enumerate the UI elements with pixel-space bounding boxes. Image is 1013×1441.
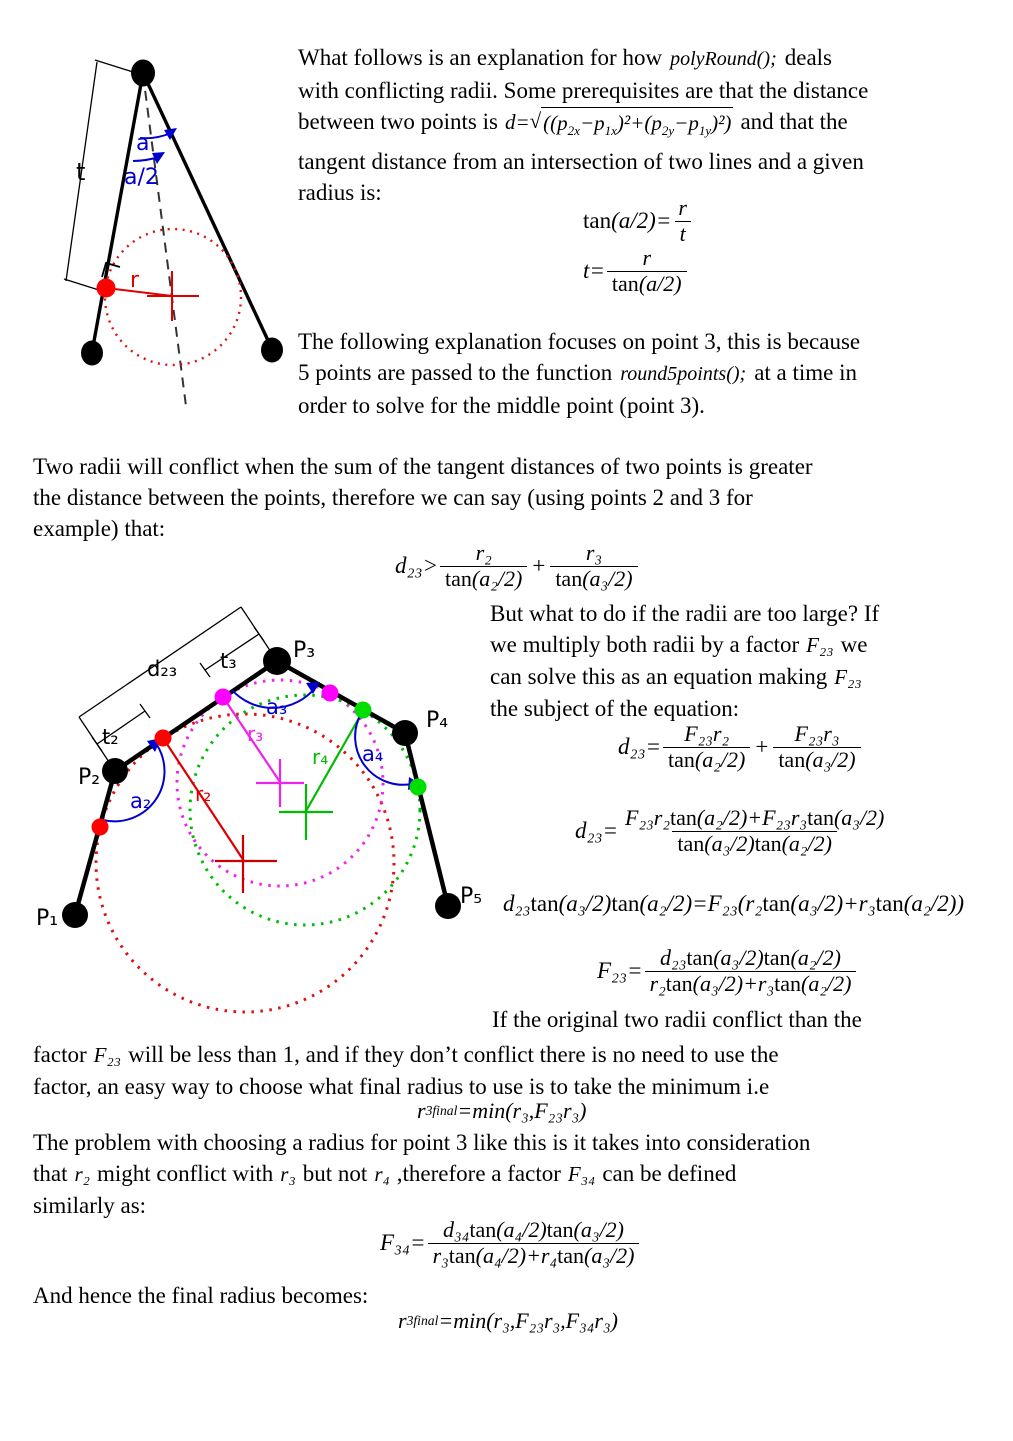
problem-paragraph xyxy=(33,1127,810,1221)
distance-formula-inline: d= √ $((p_{2x}-p_{1x})^2+(p_{2y}-p_{1y})^2)$ xyxy=(505,110,733,134)
minimum-paragraph xyxy=(33,1039,779,1102)
end-point-right xyxy=(261,338,283,363)
equation-r3final-min: r 3final =min(r₃,F₂₃r₃) xyxy=(417,1098,587,1123)
paragraph-line: Two radii will conflict when the sum of the tangent distances of two points is greater xyxy=(33,454,813,479)
r2-inline-math: r₂ xyxy=(74,1162,90,1186)
equation-r3final-full: r 3final =min(r₃,F₂₃r₃,F₃₄r₃) xyxy=(398,1308,618,1333)
p3-label: P₃ xyxy=(293,638,316,663)
polyround-inline-math: polyRound(); xyxy=(670,48,777,70)
vertex-point xyxy=(131,60,155,87)
f23-inline-math: F₂₃ xyxy=(806,633,834,657)
a2-label: a₂ xyxy=(130,789,152,813)
t-label: t xyxy=(76,158,86,186)
p4-label: P₄ xyxy=(426,708,449,733)
paragraph-line: can solve this as an equation making F₂₃ xyxy=(490,664,862,689)
p1-label: P₁ xyxy=(36,906,59,931)
polyline-path xyxy=(75,661,448,915)
orphan-line: If the original two radii conflict than the xyxy=(492,1007,862,1032)
fraction: $\frac{\text{F₂₃r₂}}{\text{tan(a₂/2)}}$ xyxy=(663,722,750,772)
radius-cross xyxy=(106,271,199,321)
equation-d23-with-factor: d₂₃= $\frac{\text{F₂₃r₂}}{\text{tan(a₂/2)}}$ + $\frac{\text{F₂₃r₃}}{\text{tan(a₃/2)}}$ xyxy=(618,722,863,772)
paragraph-line: But what to do if the radii are too large? If xyxy=(490,601,880,626)
t2-label: t₂ xyxy=(102,725,119,749)
paragraph-line: between two points is d= √ $((p_{2x}-p_{1x})^2+(p_{2y}-p_{1y})^2)$ and that the xyxy=(298,106,868,146)
f34-inline-math: F₃₄ xyxy=(567,1162,596,1186)
paragraph-line: The following explanation focuses on point 3, this is because xyxy=(298,329,861,354)
fraction: $\frac{r}{\tan(a/2)}$ xyxy=(607,246,687,296)
a-half-label: a/2 xyxy=(124,165,159,190)
paragraph-line: example) that: xyxy=(33,516,166,541)
circle-center-crosses xyxy=(215,759,333,893)
intro-paragraph xyxy=(298,42,868,208)
equation-f34: F₃₄= $\frac{\text{d₃₄tan(a₄/2)tan(a₃/2)}}{\text{r₃tan(a₄/2)+r₄tan(a₃/2)}}$ xyxy=(380,1218,641,1268)
fraction: $\frac{\text{d₂₃tan(a₃/2)tan(a₂/2)}}{\text{r₂tan(a₃/2)+r₃tan(a₂/2)}}$ xyxy=(645,946,857,996)
equation-tan-half-angle: tan(a/2)= $\frac{r}{t}$ xyxy=(583,196,694,246)
r-label: r xyxy=(130,268,140,293)
r3-label: r₃ xyxy=(247,722,264,746)
end-point-left xyxy=(81,341,103,366)
paragraph-line: The problem with choosing a radius for point 3 like this is it takes into consideration xyxy=(33,1130,811,1155)
paragraph-line: we multiply both radii by a factor F₂₃ we xyxy=(490,632,868,657)
a-label: a xyxy=(136,131,150,156)
tangent-point-red xyxy=(97,279,116,298)
r4-inline-math: r₄ xyxy=(374,1162,390,1186)
paragraph-line: What follows is an explanation for how polyRound(); deals xyxy=(298,45,832,70)
paragraph-line: that r₂ might conflict with r₃ but not r₄ ,therefore a factor F₃₄ can be defined xyxy=(33,1161,737,1186)
paragraph-line: 5 points are passed to the function round5points(); at a time in xyxy=(298,360,858,385)
fraction: $\frac{\text{F₂₃r₂tan(a₂/2)+F₂₃r₃tan(a₃/2)}}{\text{tan(a₃/2)tan(a₂/2)}}$ xyxy=(625,805,885,856)
angle-arrowheads xyxy=(152,128,177,164)
equation-d23-expanded: d₂₃tan(a₃/2)tan(a₂/2)=F₂₃(r₂tan(a₃/2)+r₃tan(a₂/2)) xyxy=(503,891,965,916)
a4-label: a₄ xyxy=(362,742,384,766)
d23-label: d₂₃ xyxy=(147,657,178,681)
conflict-paragraph xyxy=(33,451,813,544)
fraction: $\frac{\text{d₃₄tan(a₄/2)tan(a₃/2)}}{\text{r₃tan(a₄/2)+r₄tan(a₃/2)}}$ xyxy=(428,1218,640,1268)
r2-label: r₂ xyxy=(195,782,212,806)
corner-legs xyxy=(92,73,272,352)
p5-label: P₅ xyxy=(460,884,483,909)
fraction: $\frac{\text{F₂₃r₃}}{\text{tan(a₃/2)}}$ xyxy=(773,722,860,772)
corner-tangent-diagram xyxy=(30,40,330,430)
equation-conflict-condition: d₂₃> $\frac{\text{r₂}}{\text{tan(a₂/2)}}$ + $\frac{\text{r₃}}{\text{tan(a₃/2)}}$ xyxy=(395,541,640,591)
paragraph-line: the distance between the points, therefore we can say (using points 2 and 3 for xyxy=(33,485,753,510)
polyline-radii-diagram xyxy=(25,595,495,1035)
paragraph-line: tangent distance from an intersection of two lines and a given xyxy=(298,149,864,175)
green-center-cross xyxy=(279,784,333,840)
focus-paragraph xyxy=(298,326,860,421)
paragraph-line: radius is: xyxy=(298,180,382,206)
p2-label: P₂ xyxy=(78,765,101,790)
round5points-inline-math: round5points(); xyxy=(620,363,747,385)
magenta-center-cross xyxy=(256,759,304,807)
radius2-circle-dotted xyxy=(96,714,394,1012)
paragraph-line: with conflicting radii. Some prerequisites are that the distance xyxy=(298,78,869,103)
paragraph-line: factor F₂₃ will be less than 1, and if they don’t conflict there is no need to use the xyxy=(33,1042,779,1067)
f23-inline-math: F₂₃ xyxy=(834,665,862,689)
fraction: $\frac{\text{r₃}}{\text{tan(a₃/2)}}$ xyxy=(550,541,637,591)
fraction: $\frac{\text{r₂}}{\text{tan(a₂/2)}}$ xyxy=(440,541,527,591)
equation-d23-combined: d₂₃= $\frac{\text{F₂₃r₂tan(a₂/2)+F₂₃r₃tan(a₃/2)}}{\text{tan(a₃/2)tan(a₂/2)}}$ xyxy=(575,806,891,856)
paragraph-line: the subject of the equation: xyxy=(490,696,740,721)
fraction: $\frac{r}{t}$ xyxy=(673,196,692,246)
a3-label: a₃ xyxy=(266,695,288,719)
equation-f23-solved: F₂₃= $\frac{\text{d₂₃tan(a₃/2)tan(a₂/2)}}{\text{r₂tan(a₃/2)+r₃tan(a₂/2)}}$ xyxy=(597,946,858,996)
equation-tangent-distance: t= $\frac{r}{\tan(a/2)}$ xyxy=(583,246,689,296)
paragraph-line: factor, an easy way to choose what final radius to use is to take the minimum i.e xyxy=(33,1074,770,1099)
final-radius-paragraph: And hence the final radius becomes: xyxy=(33,1283,369,1308)
paragraph-line: order to solve for the middle point (point 3). xyxy=(298,393,705,418)
sqrt-radical: √ xyxy=(529,109,542,133)
f23-inline-math: F₂₃ xyxy=(93,1043,122,1067)
r3-inline-math: r₃ xyxy=(280,1162,296,1186)
red-center-cross xyxy=(215,835,277,893)
paragraph-line: similarly as: xyxy=(33,1193,147,1218)
factor-paragraph xyxy=(490,598,879,724)
t3-label: t₃ xyxy=(220,649,237,673)
angle-bisector-dashed-line xyxy=(143,74,186,406)
polyline-points xyxy=(62,647,461,928)
r4-label: r₄ xyxy=(312,745,329,769)
